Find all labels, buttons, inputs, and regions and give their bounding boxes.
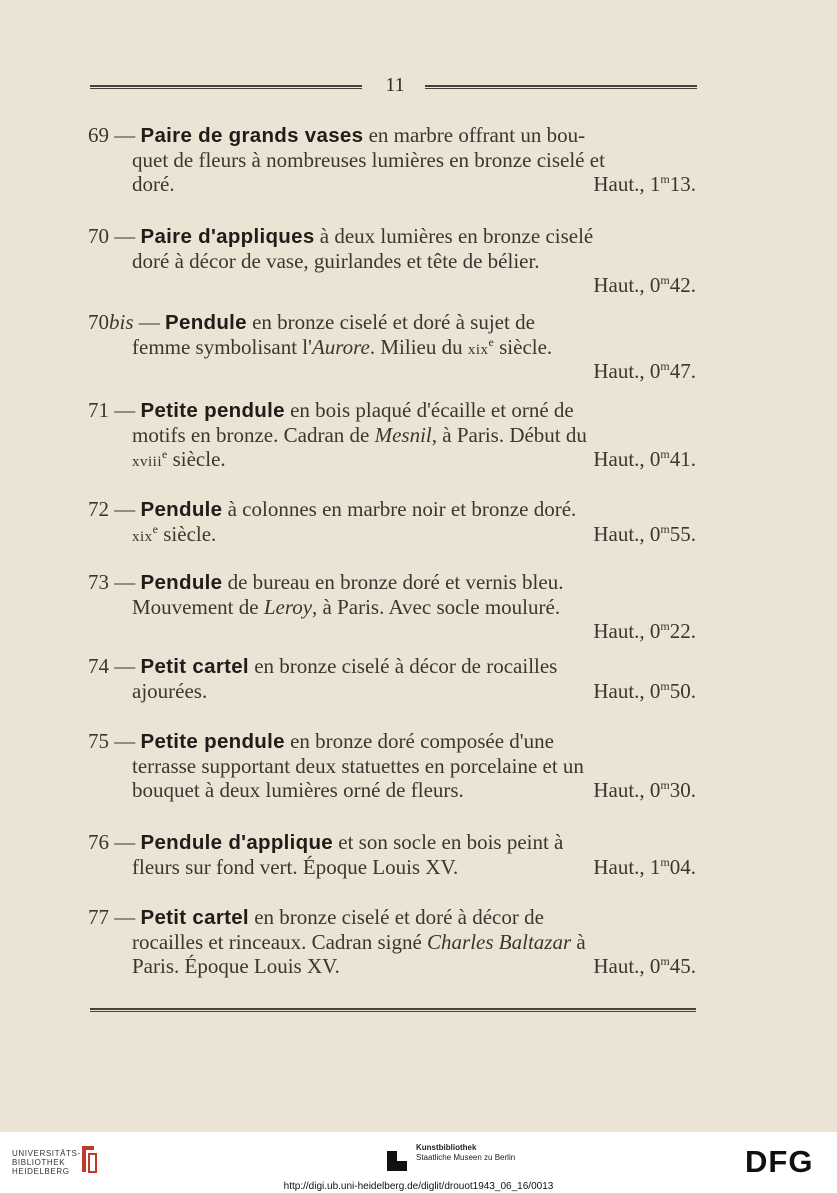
lot-number: 69 — [88,123,136,147]
svg-text:DFG: DFG [745,1145,814,1175]
lot-description: terrasse supportant deux statuettes en porcelaine et un [132,753,584,778]
catalog-entry-70 [88,224,696,298]
lot-description: et son socle en bois peint à [333,830,564,854]
lot-title: Petit cartel [140,655,249,678]
lot-description: de bureau en bronze doré et vernis bleu. [222,570,564,594]
catalog-entry-69 [88,123,696,197]
lot-number: 77 — [88,905,136,929]
catalog-entry-75 [88,729,696,803]
lot-title: Pendule d'applique [140,831,334,854]
catalog-entry-70bis [88,310,696,384]
lot-title: Pendule [165,311,247,334]
header-rule-right [425,85,697,89]
lot-description: bouquet à deux lumières orné de fleurs. [132,778,464,802]
lot-description: ajourées. [132,678,208,703]
dfg-logo-icon [745,1145,827,1175]
lot-number: 76 — [88,830,136,854]
university-library-name: UNIVERSITÄTS- BIBLIOTHEK HEIDELBERG [12,1149,81,1176]
lot-number: 70 — [88,224,136,248]
digitization-footer [0,1132,837,1193]
lot-height: Haut., 0$^m$41. [593,447,696,471]
lot-description: en marbre offrant un bou- [363,123,586,147]
catalog-entry-76 [88,830,696,879]
lot-number: 74 — [88,654,136,678]
catalog-entry-72 [88,497,696,546]
lot-description: Mouvement de Leroy, à Paris. Avec socle mouluré. [132,594,561,619]
lot-height: Haut., 0$^m$42. [593,273,696,297]
lot-description: motifs en bronze. Cadran de Mesnil, à Paris. Début du [132,422,587,447]
lot-title: Paire d'appliques [140,225,315,248]
catalog-entry-73 [88,570,696,644]
lot-description: à colonnes en marbre noir et bronze doré. [222,497,577,521]
lot-height: Haut., 0$^m$47. [593,359,696,383]
lot-height: Haut., 0$^m$55. [593,521,696,546]
catalog-entry-77 [88,905,696,979]
lot-description: doré à décor de vase, guirlandes et tête de bélier. [132,248,540,273]
catalog-entry-74 [88,654,696,703]
lot-height: Haut., 0$^m$45. [593,954,696,978]
lot-description: rocailles et rinceaux. Cadran signé Charles Baltazar à [132,929,586,954]
lot-number: 75 — [88,729,136,753]
university-logo-icon [78,1142,100,1176]
page-number: 11 [385,74,405,96]
kunstbibliothek-logo-icon [383,1147,411,1175]
lot-description: en bronze ciselé et doré à sujet de [246,310,535,334]
lot-title: Paire de grands vases [140,124,364,147]
catalog-entry-71 [88,398,696,472]
lot-number: 71 — [88,398,136,422]
lot-title: Petit cartel [140,906,249,929]
lot-height: Haut., 0$^m$50. [593,678,696,703]
lot-height: Haut., 1$^m$04. [593,854,696,879]
lot-title: Pendule [140,571,223,594]
lot-description: en bronze doré composée d'une [284,729,554,753]
lot-description: fleurs sur fond vert. Époque Louis XV. [132,854,459,879]
lot-number: 70bis — [88,310,160,334]
lot-description: à deux lumières en bronze ciselé [314,224,594,248]
footer-rule [90,1008,696,1012]
lot-height: Haut., 0$^m$22. [593,619,696,643]
lot-number: 72 — [88,497,136,521]
lot-title: Petite pendule [140,399,285,422]
kunstbibliothek-label: Kunstbibliothek Staatliche Museen zu Berlin [416,1143,516,1162]
lot-description: en bronze ciselé à décor de rocailles [248,654,558,678]
lot-title: Petite pendule [140,730,285,753]
lot-title: Pendule [140,498,223,521]
lot-description: xviii$^e$ siècle. [132,447,226,471]
lot-description: xix$^e$ siècle. [132,521,217,546]
lot-description: en bronze ciselé et doré à décor de [248,905,544,929]
header-rule-left [90,85,362,89]
lot-description: doré. [132,172,175,196]
lot-height: Haut., 1$^m$13. [593,172,696,196]
lot-description: en bois plaqué d'écaille et orné de [284,398,574,422]
lot-number: 73 — [88,570,136,594]
lot-height: Haut., 0$^m$30. [593,778,696,802]
source-url[interactable]: http://digi.ub.uni-heidelberg.de/diglit/drouot1943_06_16/0013 [283,1181,554,1192]
lot-description: Paris. Époque Louis XV. [132,954,340,978]
lot-description: femme symbolisant l'Aurore. Milieu du xix$^e$ siècle. [132,334,553,359]
lot-description: quet de fleurs à nombreuses lumières en bronze ciselé et [132,147,605,172]
